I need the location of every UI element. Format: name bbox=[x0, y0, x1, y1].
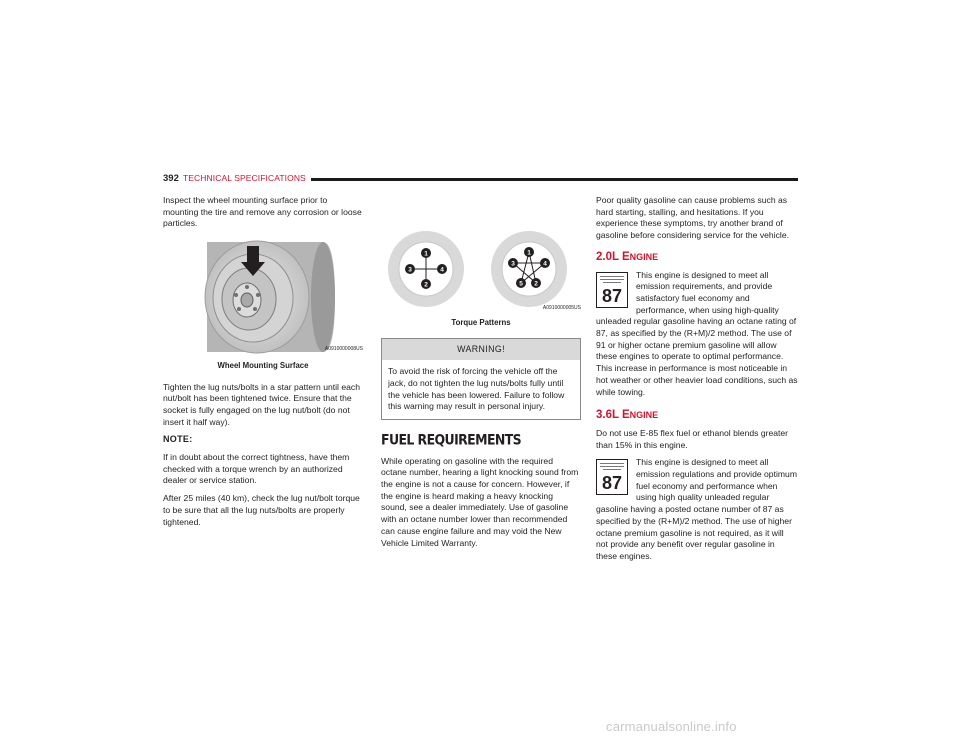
paragraph-e85: Do not use E-85 flex fuel or ethanol blends greater than 15% in this engine. bbox=[596, 427, 789, 450]
figure-caption-torque: Torque Patterns bbox=[451, 317, 511, 327]
wheel-mounting-illustration bbox=[163, 238, 363, 356]
page-header bbox=[163, 173, 798, 185]
engine-2-0l-text: This engine is designed to meet all emission requirements, and provide satisfactory fuel economy and performance, when using high-quality unleaded regular gasoline having an octane rating of 87, as specified by the (R+M)/2 method. The use of 91 or higher octane premium gasoline will allow these engines to operate to optimal performance. This increase in performance is most noticeable in hot weather or other heavier load conditions, such as while towing. bbox=[596, 269, 798, 397]
column-right bbox=[596, 195, 798, 563]
figure-code: A0910000008US bbox=[324, 346, 363, 353]
paragraph-tighten: Tighten the lug nuts/bolts in a star pattern until each nut/bolt has been tightened twice. Ensure that the socket is fully engaged on the lug nut/bolt (do not insert it half way). bbox=[163, 381, 360, 427]
paragraph-inspect: Inspect the wheel mounting surface prior to mounting the tire and remove any corrosion or loose particles. bbox=[163, 195, 362, 229]
lug-number: 4 bbox=[543, 260, 547, 268]
watermark: carmanualsonline.info bbox=[606, 719, 737, 734]
lug-number: 2 bbox=[534, 280, 538, 288]
lug-number: 5 bbox=[519, 280, 523, 288]
paragraph-poor-quality: Poor quality gasoline can cause problems such as hard starting, stalling, and hesitations. If you experience these symptoms, try another brand of gasoline before considering service for the vehicle. bbox=[596, 195, 789, 241]
paragraph-after-25-miles: After 25 miles (40 km), check the lug nut/bolt torque to be sure that all the lug nuts/bolts are properly tightened. bbox=[163, 493, 360, 527]
engine-2-0l-title-small: NGINE bbox=[629, 251, 659, 262]
lug-number: 2 bbox=[424, 281, 428, 289]
section-title: TECHNICAL SPECIFICATIONS bbox=[183, 173, 306, 183]
engine-3-6l-title-big: 3.6L E bbox=[596, 409, 630, 422]
fuel-requirements-heading: FUEL REQUIREMENTS bbox=[381, 430, 522, 448]
octane-label-icon bbox=[596, 459, 628, 495]
header-rule bbox=[311, 178, 798, 181]
engine-2-0l-section bbox=[596, 270, 798, 399]
engine-2-0l-title-big: 2.0L E bbox=[596, 250, 630, 263]
page-number: 392 bbox=[163, 173, 179, 184]
octane-number: 87 bbox=[601, 473, 623, 494]
lug-number: 4 bbox=[440, 266, 444, 274]
note-label: NOTE: bbox=[163, 434, 193, 445]
warning-text: To avoid the risk of forcing the vehicle off the jack, do not tighten the lug nuts/bolts fully until the vehicle has been lowered. Failure to follow this warning may result in personal injury. bbox=[388, 366, 565, 412]
lug-number: 3 bbox=[511, 260, 515, 268]
warning-title: WARNING! bbox=[382, 339, 580, 360]
engine-3-6l-section bbox=[596, 457, 798, 562]
figure-caption-wheel: Wheel Mounting Surface bbox=[217, 360, 309, 370]
engine-2-0l-heading bbox=[596, 252, 798, 264]
fuel-requirements-text: While operating on gasoline with the required octane number, hearing a light knocking sound from the engine is not a cause for concern. However, if the engine is heard making a heavy knocking sound, see a dealer immediately. Use of gasoline with an octane number lower than recommended can cause engine failure and may void the New Vehicle Limited Warranty. bbox=[381, 455, 579, 548]
figure-code: A0910000005US bbox=[542, 305, 581, 311]
octane-label-icon bbox=[596, 272, 628, 308]
lug-number: 3 bbox=[408, 266, 412, 274]
lug-number: 1 bbox=[424, 250, 428, 258]
engine-3-6l-text: This engine is designed to meet all emission regulations and provide optimum fuel economy and performance when using high quality unleaded regular gasoline having a posted octane number of 87 as specified by the (R+M)/2 method. The use of higher octane premium gasoline is not required, as it will not provide any benefit over regular gasoline in these engines. bbox=[596, 457, 797, 561]
lug-number: 1 bbox=[527, 249, 531, 257]
octane-number: 87 bbox=[601, 285, 623, 306]
note-text: If in doubt about the correct tightness, have them checked with a torque wrench by an authorized dealer or service station. bbox=[163, 452, 350, 486]
column-left bbox=[163, 195, 363, 534]
engine-3-6l-title-small: NGINE bbox=[629, 410, 659, 421]
wheel-mounting-figure bbox=[163, 238, 363, 371]
torque-pattern-figure bbox=[381, 223, 581, 328]
torque-pattern-illustration bbox=[381, 223, 581, 311]
engine-3-6l-heading bbox=[596, 410, 798, 422]
warning-box bbox=[381, 338, 581, 420]
column-middle bbox=[381, 195, 581, 555]
